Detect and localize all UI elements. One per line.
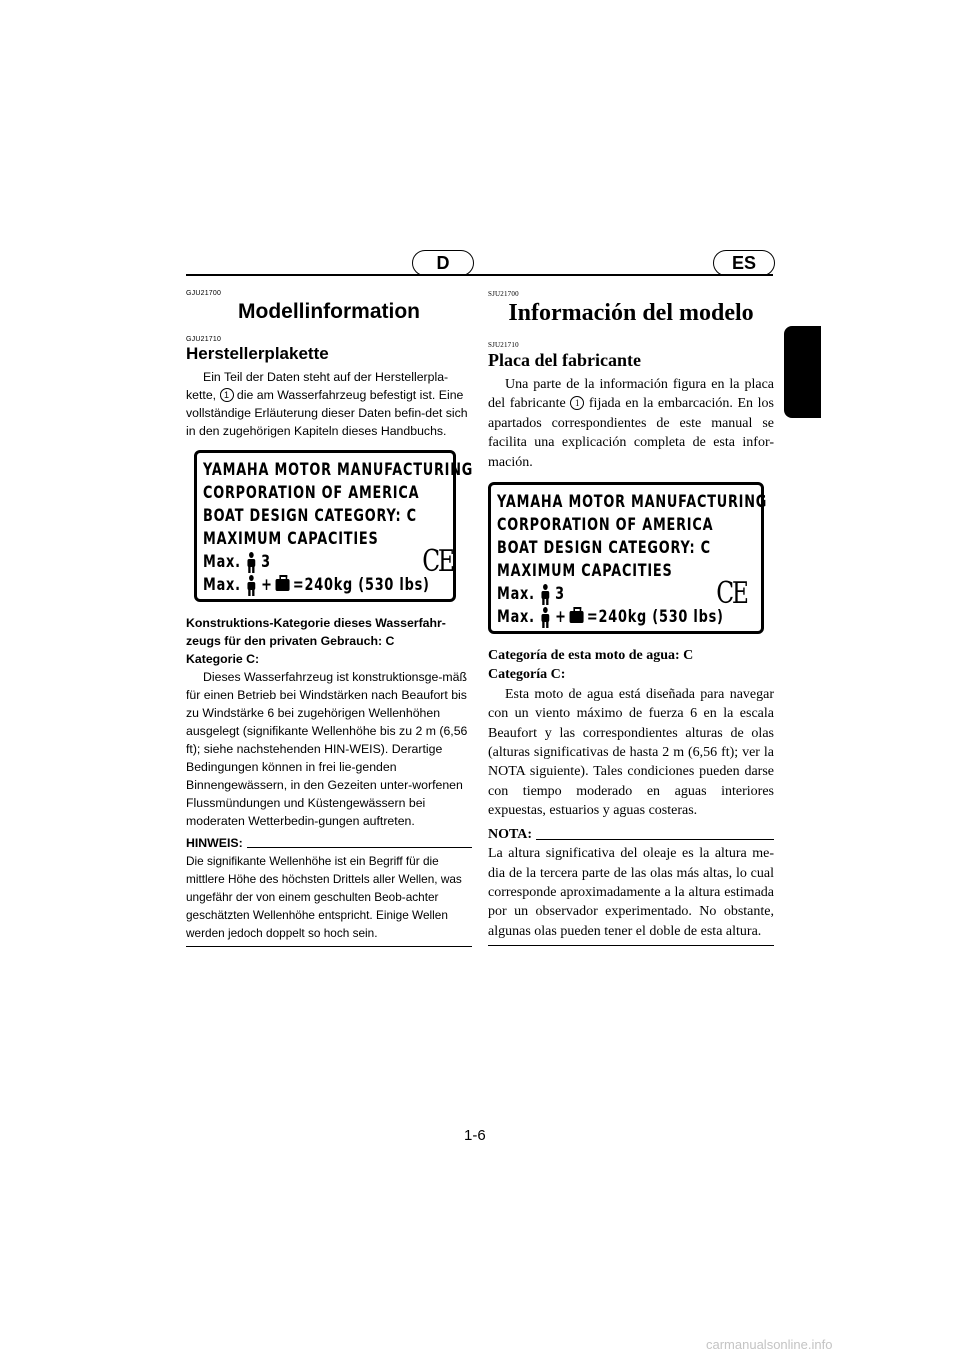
plate-line-3: BOAT DESIGN CATEGORY: C bbox=[497, 538, 711, 558]
plate-persons-row bbox=[497, 576, 754, 612]
callout-number: 1 bbox=[220, 388, 234, 402]
header-rule bbox=[186, 274, 773, 276]
note-heading bbox=[186, 834, 472, 852]
note-label: NOTA: bbox=[488, 826, 533, 842]
note-rule bbox=[536, 839, 774, 840]
plate-line-1: YAMAHA MOTOR MANUFACTURING bbox=[497, 492, 768, 512]
plate-line-1: YAMAHA MOTOR MANUFACTURING bbox=[203, 460, 474, 479]
plate-line-4: MAXIMUM CAPACITIES bbox=[497, 561, 673, 581]
plate-line-2: CORPORATION OF AMERICA bbox=[497, 515, 714, 535]
intro-text-b: die am Wasserfahrzeug befestigt ist. Eine vollständige Erläuterung dieser Daten befin-det sich in den zugehörigen Kapiteln dieses Handbuchs. bbox=[186, 388, 468, 438]
page-number: 1-6 bbox=[464, 1127, 486, 1144]
category-label: Categoría C: bbox=[488, 667, 566, 683]
ce-mark-icon: CE bbox=[716, 576, 747, 612]
note-end-rule bbox=[488, 945, 774, 946]
plate-persons-count: 3 bbox=[555, 584, 565, 604]
plate-plus: + bbox=[555, 607, 567, 627]
plate-persons-row bbox=[203, 544, 460, 579]
ce-mark-icon: CE bbox=[422, 544, 453, 579]
intro-text-b: fijada en la embarcación. En los apartados correspondientes de este manual se facilita una explicación completa de esta infor-mación. bbox=[488, 396, 775, 470]
person-icon bbox=[541, 584, 550, 604]
subsection-title: Herstellerplakette bbox=[186, 344, 329, 363]
language-badge-spanish: ES bbox=[713, 250, 775, 276]
plate-line-2: CORPORATION OF AMERICA bbox=[203, 483, 420, 502]
category-label: Kategorie C: bbox=[186, 652, 260, 666]
section-code: GJU21700 bbox=[186, 290, 222, 297]
category-heading: Konstruktions-Kategorie dieses Wasserfahr-zeugs für den privaten Gebrauch: C bbox=[186, 616, 446, 648]
watermark-link[interactable]: carmanualsonline.info bbox=[706, 1337, 833, 1352]
category-heading: Categoría de esta moto de agua: C bbox=[488, 648, 694, 664]
plate-persons-count: 3 bbox=[261, 552, 271, 571]
plate-max-label: Max. bbox=[203, 575, 241, 594]
person-icon bbox=[247, 575, 256, 595]
subsection-code: SJU21710 bbox=[488, 341, 519, 349]
plate-max-label: Max. bbox=[203, 552, 241, 571]
language-badge-german: D bbox=[412, 250, 474, 276]
spanish-column bbox=[488, 290, 774, 946]
luggage-icon bbox=[570, 611, 584, 623]
manufacturer-plate bbox=[488, 482, 768, 634]
note-end-rule bbox=[186, 946, 472, 947]
subsection-title: Placa del fabricante bbox=[488, 350, 641, 370]
intro-paragraph bbox=[488, 375, 774, 472]
chapter-thumb-tab bbox=[784, 326, 821, 418]
category-body: Dieses Wasserfahrzeug ist konstruktionsge-mäß für einen Betrieb bei Windstärken nach Beaufort bis zu Windstärke 6 bei zugehörigen Wellenhöhen ausgelegt (signifikante Wellenhöhe bis zu 2 m (6,56 ft); siehe nachstehenden HIN-WEIS). Derartige Bedingungen können in frei lie-genden Binnengewässern, in den Gezeiten unter-worfenen Flussmündungen und Küstengewässern bei moderaten Wetterbedin-gungen auftreten. bbox=[186, 670, 468, 828]
person-icon bbox=[541, 607, 550, 627]
person-icon bbox=[247, 552, 256, 572]
intro-text-a: Una parte de la información figura en la placa del fabricante bbox=[488, 377, 774, 412]
note-body: La altura significativa del oleaje es la altura me-dia de la tercera parte de las olas más altas, lo cual corresponde aproximadamente a la altura estimada por un observador experimentado. No obstante, algunas olas pueden tener el doble de esta altura. bbox=[488, 846, 774, 939]
callout-number: 1 bbox=[570, 396, 584, 410]
luggage-icon bbox=[276, 579, 290, 591]
plate-max-label: Max. bbox=[497, 584, 535, 604]
plate-load-value: =240kg (530 lbs) bbox=[292, 575, 430, 594]
subsection-code: GJU21710 bbox=[186, 336, 222, 343]
note-heading bbox=[488, 825, 774, 844]
manufacturer-plate bbox=[194, 450, 474, 602]
intro-paragraph bbox=[186, 368, 472, 440]
plate-load-row bbox=[497, 605, 754, 628]
section-title: Información del modelo bbox=[508, 300, 754, 326]
plate-plus: + bbox=[261, 575, 273, 594]
section-code: SJU21700 bbox=[488, 290, 519, 298]
plate-max-label: Max. bbox=[497, 607, 535, 627]
plate-line-3: BOAT DESIGN CATEGORY: C bbox=[203, 506, 417, 525]
category-body: Esta moto de agua está diseñada para navegar con un viento máximo de fuerza 6 en la escala Beaufort y las correspondientes alturas de olas (alturas significativas de hasta 2 m (6,56 ft); ver la NOTA siguiente). Tales condiciones pueden darse con tiempo moderado en aguas interiores expuestas, estuarios y aguas costeras. bbox=[488, 686, 774, 819]
plate-load-row bbox=[203, 573, 460, 596]
note-body: Die signifikante Wellenhöhe ist ein Begriff für die mittlere Höhe des höchsten Drittels aller Wellen, was ungefähr der von einem geschulten Beob-achter geschätzten Wellenhöhe entspricht. Einige Wellen werden jedoch doppelt so hoch sein. bbox=[186, 854, 462, 940]
plate-load-value: =240kg (530 lbs) bbox=[586, 607, 724, 627]
note-label: HINWEIS: bbox=[186, 836, 243, 850]
plate-line-4: MAXIMUM CAPACITIES bbox=[203, 529, 379, 548]
note-rule bbox=[247, 847, 472, 848]
section-title: Modellinformation bbox=[238, 300, 420, 323]
intro-text-a: Ein Teil der Daten steht auf der Herstellerpla-kette, bbox=[186, 370, 449, 402]
german-column bbox=[186, 290, 472, 947]
